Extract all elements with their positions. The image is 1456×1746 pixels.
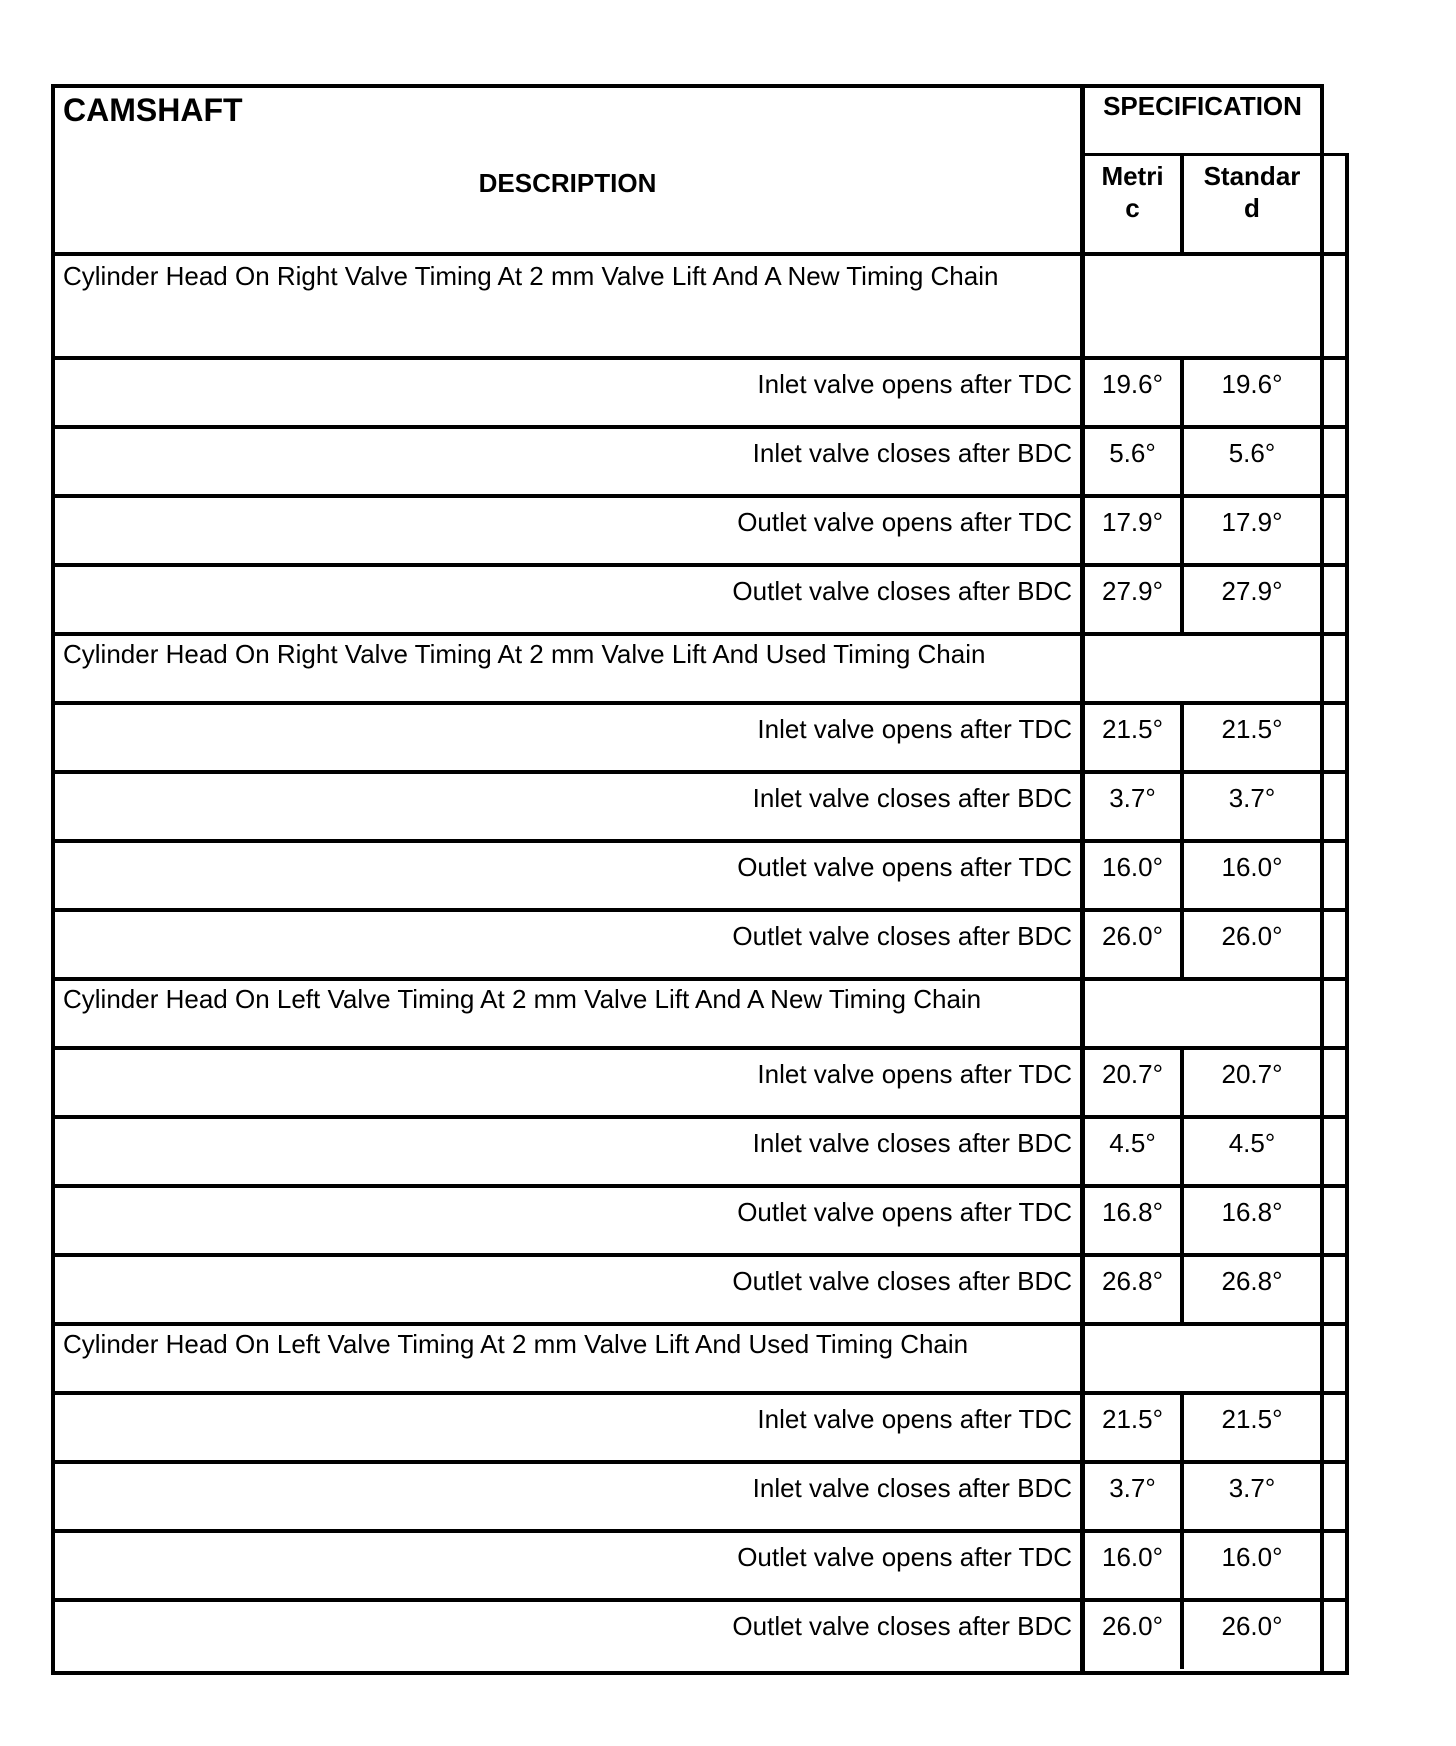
rule xyxy=(1180,701,1184,772)
row-label: Outlet valve closes after BDC xyxy=(732,576,1072,606)
rule xyxy=(1320,84,1324,156)
rule xyxy=(1180,356,1184,427)
rule xyxy=(1180,1115,1184,1186)
rule xyxy=(51,1322,1349,1326)
rule xyxy=(1180,563,1184,634)
metric-value: 17.9° xyxy=(1101,507,1163,537)
row-label: Outlet valve opens after TDC xyxy=(737,507,1072,537)
section-heading: Cylinder Head On Left Valve Timing At 2 mm Valve Lift And Used Timing Chain xyxy=(63,1329,969,1359)
standard-value: 20.7° xyxy=(1221,1059,1283,1089)
rule xyxy=(51,1115,1349,1119)
metric-value: 26.8° xyxy=(1101,1266,1163,1296)
rule xyxy=(51,1184,1349,1188)
row-label: Inlet valve closes after BDC xyxy=(752,1473,1072,1503)
rule xyxy=(1080,153,1349,156)
rule xyxy=(1180,425,1184,496)
row-label: Inlet valve opens after TDC xyxy=(757,1059,1072,1089)
row-label: Outlet valve opens after TDC xyxy=(737,852,1072,882)
rule xyxy=(51,632,1349,636)
metric-header xyxy=(1085,160,1180,224)
rule xyxy=(1180,908,1184,979)
metric-header-line2: c xyxy=(1125,193,1140,223)
rule xyxy=(1180,1253,1184,1324)
rule xyxy=(51,1046,1349,1050)
specification-header: SPECIFICATION xyxy=(1103,91,1302,121)
standard-header xyxy=(1184,160,1320,224)
rule xyxy=(51,977,1349,981)
rule xyxy=(1180,153,1184,254)
metric-value: 16.0° xyxy=(1101,1542,1163,1572)
rule xyxy=(51,701,1349,705)
rule xyxy=(1180,1598,1184,1669)
metric-value: 26.0° xyxy=(1101,1611,1163,1641)
metric-header-line1: Metri xyxy=(1101,161,1164,191)
standard-value: 3.7° xyxy=(1228,1473,1276,1503)
section-heading: Cylinder Head On Right Valve Timing At 2 mm Valve Lift And A New Timing Chain xyxy=(63,261,999,291)
rule xyxy=(51,252,1349,256)
rule xyxy=(1320,153,1324,1674)
standard-value: 21.5° xyxy=(1221,1404,1283,1434)
rule xyxy=(51,84,1324,88)
standard-value: 26.0° xyxy=(1221,921,1283,951)
rule xyxy=(51,1391,1349,1395)
rule xyxy=(51,494,1349,498)
rule xyxy=(1180,1046,1184,1117)
standard-value: 5.6° xyxy=(1228,438,1276,468)
metric-value: 16.8° xyxy=(1101,1197,1163,1227)
section-heading: Cylinder Head On Left Valve Timing At 2 mm Valve Lift And A New Timing Chain xyxy=(63,984,982,1014)
row-label: Inlet valve closes after BDC xyxy=(752,1128,1072,1158)
standard-value: 4.5° xyxy=(1228,1128,1276,1158)
rule xyxy=(1180,770,1184,841)
metric-value: 20.7° xyxy=(1101,1059,1163,1089)
page-title: CAMSHAFT xyxy=(63,92,243,128)
metric-value: 5.6° xyxy=(1109,438,1156,468)
metric-value: 26.0° xyxy=(1101,921,1163,951)
standard-value: 16.0° xyxy=(1221,852,1283,882)
standard-value: 3.7° xyxy=(1228,783,1276,813)
rule xyxy=(51,1671,1349,1675)
metric-value: 19.6° xyxy=(1101,369,1163,399)
rule xyxy=(1180,839,1184,910)
rule xyxy=(51,1598,1349,1602)
standard-value: 16.0° xyxy=(1221,1542,1283,1572)
rule xyxy=(51,425,1349,429)
row-label: Inlet valve opens after TDC xyxy=(757,1404,1072,1434)
standard-value: 21.5° xyxy=(1221,714,1283,744)
rule xyxy=(1180,1460,1184,1531)
metric-value: 21.5° xyxy=(1101,714,1163,744)
rule xyxy=(51,563,1349,567)
rule xyxy=(1180,1391,1184,1462)
row-label: Outlet valve closes after BDC xyxy=(732,921,1072,951)
standard-value: 17.9° xyxy=(1221,507,1283,537)
standard-value: 19.6° xyxy=(1221,369,1283,399)
rule xyxy=(1180,1184,1184,1255)
row-label: Outlet valve closes after BDC xyxy=(732,1266,1072,1296)
rule xyxy=(1345,153,1349,1674)
row-label: Inlet valve closes after BDC xyxy=(752,438,1072,468)
rule xyxy=(51,356,1349,360)
rule xyxy=(51,908,1349,912)
row-label: Inlet valve opens after TDC xyxy=(757,714,1072,744)
metric-value: 27.9° xyxy=(1101,576,1163,606)
metric-value: 3.7° xyxy=(1109,783,1156,813)
rule xyxy=(1180,1529,1184,1600)
metric-value: 3.7° xyxy=(1109,1473,1156,1503)
row-label: Inlet valve opens after TDC xyxy=(757,369,1072,399)
standard-value: 26.8° xyxy=(1221,1266,1283,1296)
standard-value: 16.8° xyxy=(1221,1197,1283,1227)
section-heading: Cylinder Head On Right Valve Timing At 2 mm Valve Lift And Used Timing Chain xyxy=(63,639,986,669)
rule xyxy=(51,1460,1349,1464)
standard-value: 26.0° xyxy=(1221,1611,1283,1641)
standard-value: 27.9° xyxy=(1221,576,1283,606)
rule xyxy=(51,1529,1349,1533)
description-header: DESCRIPTION xyxy=(478,168,657,198)
rule xyxy=(1180,494,1184,565)
row-label: Outlet valve closes after BDC xyxy=(732,1611,1072,1641)
row-label: Inlet valve closes after BDC xyxy=(752,783,1072,813)
standard-header-line2: d xyxy=(1244,193,1260,223)
metric-value: 16.0° xyxy=(1101,852,1163,882)
rule xyxy=(51,1253,1349,1257)
rule xyxy=(51,839,1349,843)
rule xyxy=(51,770,1349,774)
standard-header-line1: Standar xyxy=(1203,161,1301,191)
row-label: Outlet valve opens after TDC xyxy=(737,1197,1072,1227)
metric-value: 21.5° xyxy=(1101,1404,1163,1434)
metric-value: 4.5° xyxy=(1109,1128,1156,1158)
row-label: Outlet valve opens after TDC xyxy=(737,1542,1072,1572)
